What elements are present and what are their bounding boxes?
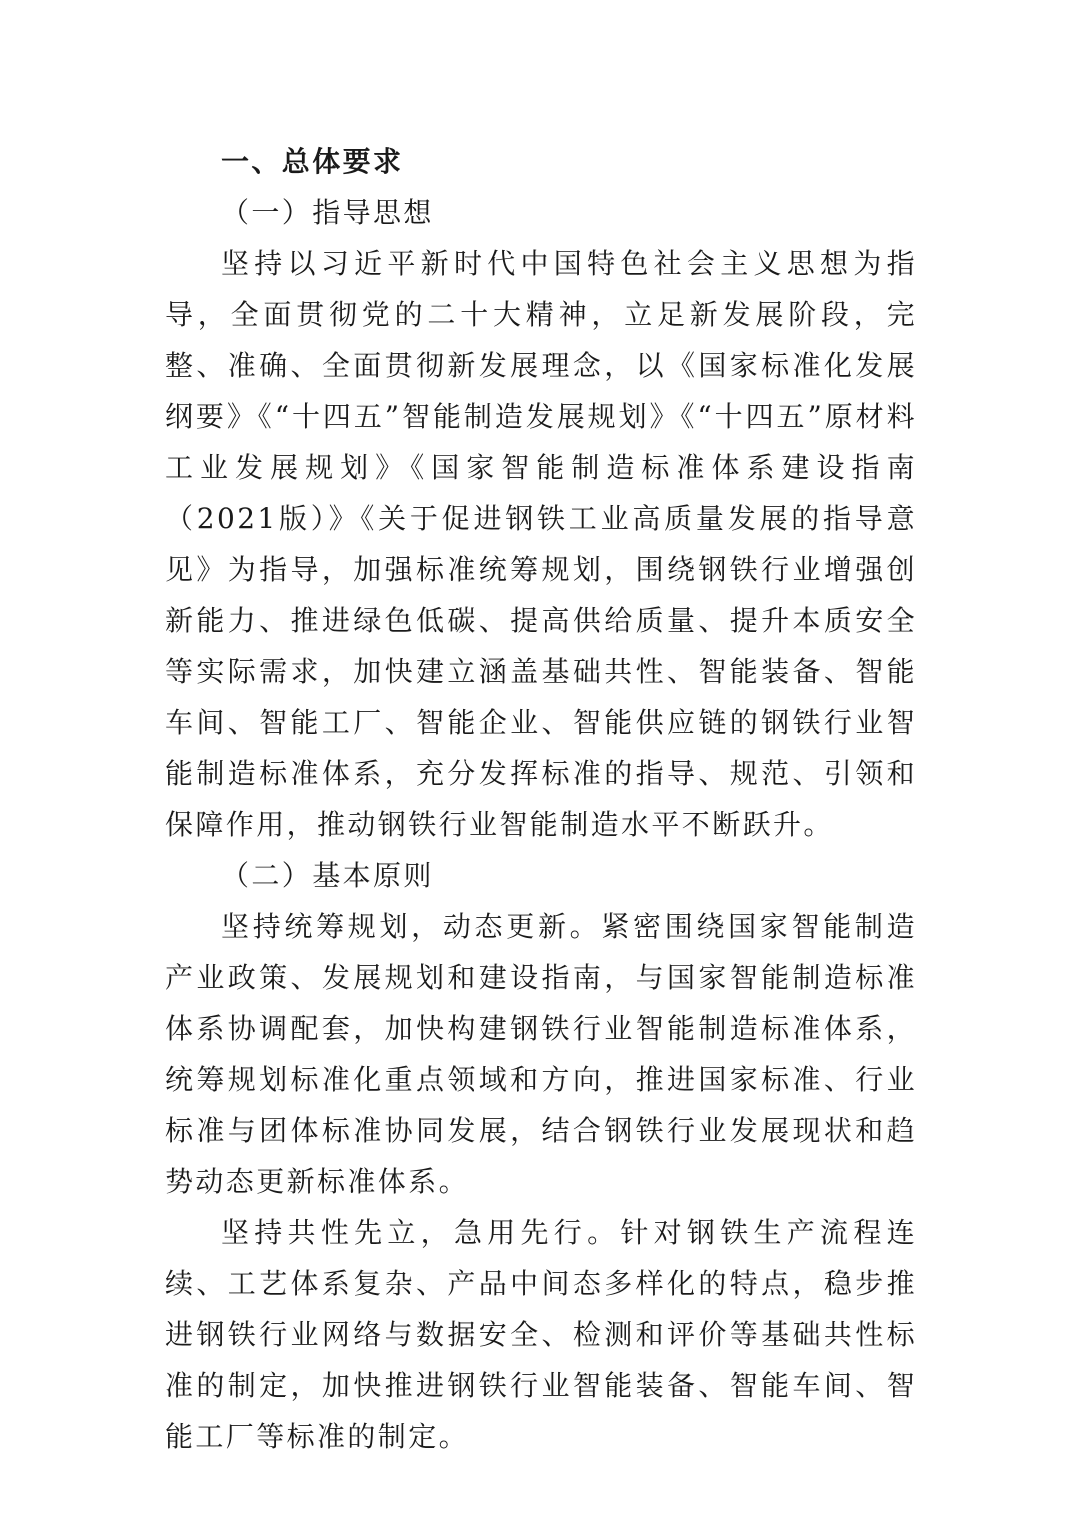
paragraph-principle-common-first: 坚持共性先立，急用先行。针对钢铁生产流程连续、工艺体系复杂、产品中间态多样化的特点，稳步推进钢铁行业网络与数据安全、检测和评价等基础共性标准的制定，加快推进钢铁行业智能装备、智能车间、智能工厂等标准的制定。: [165, 1216, 917, 1453]
section-heading: 一、总体要求: [221, 145, 404, 178]
document-body: [165, 136, 917, 1462]
paragraph-guiding-ideology: 坚持以习近平新时代中国特色社会主义思想为指导，全面贯彻党的二十大精神，立足新发展阶段，完整、准确、全面贯彻新发展理念，以《国家标准化发展纲要》《“十四五”智能制造发展规划》《“十四五”原材料工业发展规划》《国家智能制造标准体系建设指南（2021版）》《关于促进钢铁工业高质量发展的指导意见》为指导，加强标准统筹规划，围绕钢铁行业增强创新能力、推进绿色低碳、提高供给质量、提升本质安全等实际需求，加快建立涵盖基础共性、智能装备、智能车间、智能工厂、智能企业、智能供应链的钢铁行业智能制造标准体系，充分发挥标准的指导、规范、引领和保障作用，推动钢铁行业智能制造水平不断跃升。: [165, 247, 917, 841]
paragraph-principle-planning: 坚持统筹规划，动态更新。紧密围绕国家智能制造产业政策、发展规划和建设指南，与国家智能制造标准体系协调配套，加快构建钢铁行业智能制造标准体系，统筹规划标准化重点领域和方向，推进国家标准、行业标准与团体标准协同发展，结合钢铁行业发展现状和趋势动态更新标准体系。: [165, 910, 917, 1198]
subsection-heading-basic-principles: （二）基本原则: [221, 859, 434, 892]
subsection-heading-guiding-ideology: （一）指导思想: [221, 196, 434, 229]
